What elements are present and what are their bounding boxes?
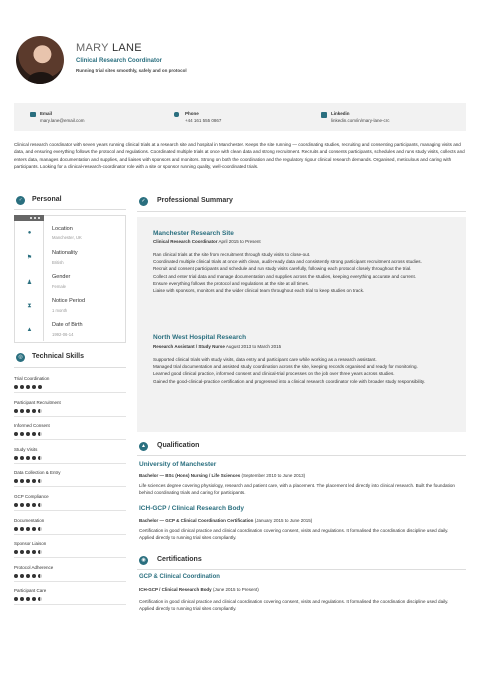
rating-dot (26, 409, 30, 413)
skill-name: GCP Compliance (14, 494, 49, 499)
rating-dot (26, 385, 30, 389)
section-title-personal: Personal (32, 196, 62, 203)
rating-dot (14, 527, 18, 531)
rating-dot (32, 385, 36, 389)
skill-rating (14, 432, 44, 436)
section-title-skills: Technical Skills (32, 353, 85, 360)
email-icon (30, 112, 36, 117)
skill-rating (14, 574, 44, 578)
divider (14, 486, 126, 487)
skill-rating (14, 597, 44, 601)
skill-rating (14, 550, 44, 554)
section-title-experience: Professional Summary (157, 197, 233, 204)
rating-dot (20, 574, 24, 578)
skill-name: Study Visits (14, 446, 38, 452)
rating-dot (14, 597, 18, 601)
rating-dot (38, 479, 42, 483)
rating-dot (26, 574, 30, 578)
hourglass-icon: ⧗ (27, 303, 32, 309)
contact-email[interactable]: Email mary.lane@email.com (40, 111, 85, 123)
rating-dot (38, 432, 42, 436)
divider (14, 367, 126, 368)
experience-org: Manchester Research Site (153, 230, 234, 237)
divider (14, 510, 126, 511)
cake-icon: ▲ (26, 327, 33, 333)
qualification-org: University of Manchester (139, 461, 217, 468)
experience-role: Clinical Research Coordinator April 2015 to Present (153, 239, 261, 244)
divider (14, 416, 126, 417)
divider (14, 557, 126, 558)
rating-dot (26, 456, 30, 460)
personal-label-location: Location (52, 226, 73, 232)
rating-dot (20, 503, 24, 507)
qualification-org: ICH-GCP / Clinical Research Body (139, 505, 244, 512)
personal-value-nationality: British (52, 260, 64, 265)
rating-dot (32, 597, 36, 601)
experience-description: Ran clinical trials at the site from recruitment through study visits to close-out. Coordinated multiple clinical trials at once with clean, audit-ready data and consistently strong participant recruitment across studies. Recruit and consent participants and schedule and run study visits carefully, following each protocol closely throughout the trial. Collect and enter trial data and manage documentation and supplies across the studies, keeping everything accurate and current. Ensure everything follows the protocol and regulations at the site at all times. Liaise with sponsors, monitors and the wider clinical team throughout each trial to keep studies on track. (153, 252, 422, 294)
skill-name: Participant Care (14, 588, 47, 594)
skill-name: Participant Recruitment (14, 399, 61, 405)
personal-value-gender: Female (52, 284, 66, 289)
rating-dot (26, 432, 30, 436)
linkedin-icon (321, 112, 327, 118)
job-title: Clinical Research Coordinator (76, 58, 163, 64)
rating-dot (32, 479, 36, 483)
experience-description: Supported clinical trials with study visits, data entry and participant care while working as a research assistant. Managed trial documentation and assisted study coordination across the site, keeping records organised and ready for monitoring. Learned good clinical practice, informed consent and clinical-trial processes on the job over three years across studies. Gained the good-clinical-practice certification and progressed into a clinical research coordinator role with broader study responsibility. (153, 357, 426, 384)
skill-name: Protocol Adherence (14, 564, 54, 570)
divider (14, 463, 126, 464)
qualification-degree: Bachelor — GCP & Clinical Coordination Certification (January 2015 to June 2015) (139, 518, 313, 523)
divider (137, 211, 466, 212)
avatar (16, 36, 64, 84)
rating-dot (14, 409, 18, 413)
skill-name: Documentation (14, 517, 45, 523)
rating-dot (26, 527, 30, 531)
rating-dot (26, 479, 30, 483)
personal-value-dob: 1992-06-14 (52, 332, 74, 337)
rating-dot (20, 385, 24, 389)
rating-dot (26, 550, 30, 554)
rating-dot (20, 479, 24, 483)
qualification-description: Certification in good clinical practice and clinical coordination covering consent, visits and regulations. It formalised the coordination discipline used daily. Applied directly to running trial sites compliantly. (139, 528, 449, 541)
skill-name: Trial Coordination (14, 376, 50, 381)
section-title-certifications: Certifications (157, 556, 202, 563)
skills-icon: ◎ (16, 353, 25, 362)
certification-org: GCP & Clinical Coordination (139, 574, 220, 580)
rating-dot (38, 503, 42, 507)
skill-name: Data Collection & Entry (14, 470, 61, 476)
rating-dot (38, 409, 42, 413)
check-icon: ✓ (139, 197, 148, 206)
rating-dot (20, 456, 24, 460)
rating-dot (14, 385, 18, 389)
divider (14, 209, 126, 210)
personal-value-location: Manchester, UK (52, 235, 82, 240)
rating-dot (20, 409, 24, 413)
rating-dot (38, 385, 42, 389)
personal-label-dob: Date of Birth (52, 322, 83, 328)
divider (14, 604, 126, 605)
personal-label-notice: Notice Period (52, 298, 86, 304)
personal-label-gender: Gender (52, 274, 71, 280)
divider (14, 534, 126, 535)
skill-rating (14, 503, 44, 507)
rating-dot (38, 550, 42, 554)
experience-org: North West Hospital Research (153, 334, 247, 341)
rating-dot (14, 456, 18, 460)
rating-dot (20, 550, 24, 554)
skill-rating (14, 409, 44, 413)
rating-dot (32, 527, 36, 531)
skill-name: Informed Consent (14, 423, 50, 429)
rating-dot (38, 574, 42, 578)
flag-icon: ⚑ (26, 255, 33, 261)
rating-dot (20, 597, 24, 601)
divider (137, 569, 466, 570)
personal-label-nationality: Nationality (52, 250, 78, 256)
rating-dot (32, 456, 36, 460)
rating-dot (38, 456, 42, 460)
contact-phone[interactable]: Phone +44 161 555 0867 (185, 111, 222, 123)
rating-dot (20, 432, 24, 436)
qualification-degree: Bachelor — BSc (Hons) Nursing / Life Sciences (September 2010 to June 2013) (139, 473, 306, 478)
gender-icon: ♂ (16, 196, 25, 205)
rating-dot (14, 432, 18, 436)
rating-dot (38, 527, 42, 531)
rating-dot (14, 574, 18, 578)
rating-dot (32, 550, 36, 554)
graduation-cap-icon: ▲ (139, 442, 148, 451)
skill-name: Sponsor Liaison (14, 541, 47, 547)
tagline: Running trial sites smoothly, safely and on protocol (76, 68, 187, 73)
rating-dot (26, 597, 30, 601)
qualification-description: Life sciences degree covering physiology, research and patient care, with a placement. The placement led directly into clinical research. Built the foundation behind coordinating trials and caring for participants. (139, 483, 455, 496)
divider (14, 581, 126, 582)
section-title-qualification: Qualification (157, 442, 200, 449)
divider (137, 455, 466, 456)
skill-rating (14, 456, 44, 460)
rating-dot (32, 409, 36, 413)
rating-dot (14, 550, 18, 554)
person-icon: ♟ (26, 280, 33, 286)
certification-description: Certification in good clinical practice and clinical coordination covering consent, visits and regulations. It formalised the coordination discipline used daily. Applied directly to running trial sites compliantly. (139, 599, 449, 612)
phone-icon (174, 112, 179, 117)
certificate-icon: ◉ (139, 556, 148, 565)
skill-rating (14, 385, 44, 389)
experience-box (137, 217, 466, 432)
divider (14, 439, 126, 440)
rating-dot (14, 479, 18, 483)
rating-dot (32, 574, 36, 578)
rating-dot (32, 432, 36, 436)
certification-issuer: ICH-GCP / Clinical Research Body (June 2015 to Present) (139, 587, 259, 592)
rating-dot (20, 527, 24, 531)
location-icon: ● (27, 230, 32, 236)
rating-dot (32, 503, 36, 507)
skill-rating (14, 479, 44, 483)
rating-dot (14, 503, 18, 507)
summary-text: Clinical research coordinator with seven years running clinical trials at a research site and hospital in Manchester. Keeps the site running — coordinating studies, recruiting and consenting participants, managing visits and data, and ensuring everything follows the protocol and regulations. Coordinated multiple trials at once with clean data and strong recruitment. Recruits and consents participants, schedules and runs study visits, collects and enters data, manages documentation and supplies, and liaises with sponsors and monitors. Strong on both the coordination and the regulatory rigour clinical research demands. Organised, meticulous and caring with participants. Looking for a clinical-research-coordinator role with a site or sponsor running quality, well-coordinated trials. (14, 142, 465, 169)
experience-role: Research Assistant / Study Nurse August 2013 to March 2015 (153, 344, 282, 349)
contact-linkedin[interactable]: Linkedin linkedin.com/in/mary-lane-crc (331, 111, 390, 123)
personal-value-notice: 1 month (52, 308, 68, 313)
rating-dot (38, 597, 42, 601)
rating-dot (26, 503, 30, 507)
candidate-name: MARY LANE (76, 42, 142, 54)
divider (14, 392, 126, 393)
skill-rating (14, 527, 44, 531)
